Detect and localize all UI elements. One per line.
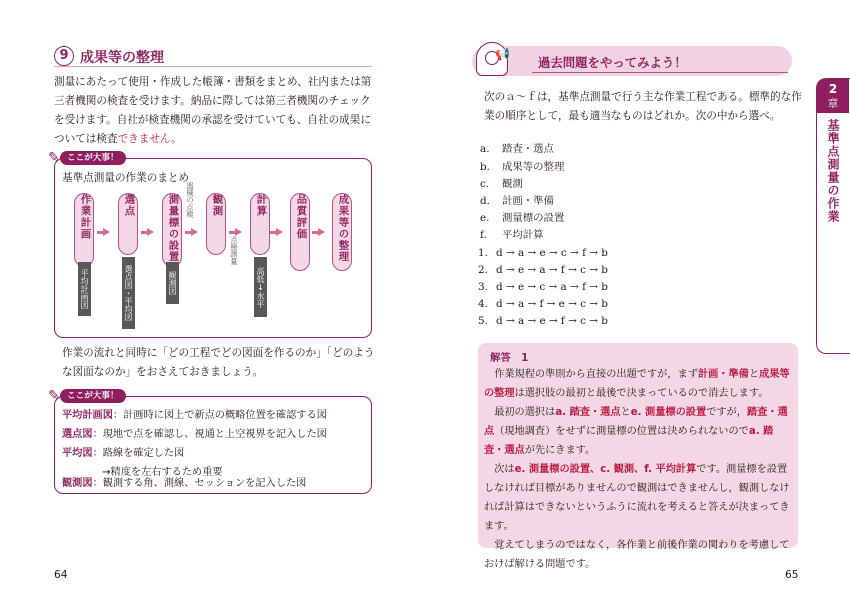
flow-step-label: 選点	[122, 194, 135, 217]
definition-term: 選点図	[62, 429, 93, 440]
text: （現地調査）をせずに測量標の位置は決められないので	[494, 426, 749, 437]
explanation-paragraph	[484, 460, 792, 536]
output-tag: 平均計画図	[78, 262, 91, 316]
definition-desc: ：計画時に図上で新点の概略位置を確認する図	[112, 410, 327, 421]
text: が先にきます。	[524, 445, 596, 456]
body-end: 。	[171, 133, 182, 145]
section-heading	[54, 46, 372, 68]
flow-step-marker	[162, 193, 182, 267]
chapter-title: 基準点測量の作業	[826, 119, 840, 223]
option-text: 観測	[502, 178, 523, 190]
answer-number: 3.	[478, 281, 488, 293]
option-text: 成果等の整理	[502, 161, 565, 173]
definition-term: 平均図	[62, 448, 93, 459]
body-emphasis: できません	[117, 133, 172, 145]
text: と	[748, 369, 760, 380]
important-badge-2	[48, 388, 148, 404]
flow-step-label: 観測	[210, 194, 223, 217]
section-title: 成果等の整理	[80, 50, 164, 66]
megaphone-icon: 📢	[495, 47, 510, 61]
definition-term: 観測図	[62, 478, 93, 489]
option-item	[480, 140, 554, 155]
answer-sequence: d → a → e → c → f → b	[496, 247, 608, 259]
text: は選択肢の最初と最後で決まっているので消去します。	[514, 388, 769, 399]
option-letter: c.	[480, 178, 490, 190]
option-item	[480, 226, 544, 241]
option-letter: f.	[480, 229, 487, 241]
flow-step-label: 品質評価	[294, 194, 307, 240]
flow-arrow	[191, 228, 198, 236]
definition-term: 平均計画図	[62, 410, 113, 421]
definition-desc: ：現地で点を確認し、視通と上空視界を記入した図	[92, 429, 327, 440]
answer-explanation-box	[478, 343, 798, 570]
flow-step-quality	[290, 193, 310, 271]
option-text: 計画・準備	[502, 195, 554, 207]
text: 最初の選択は	[494, 407, 556, 418]
explanation-paragraph	[484, 365, 792, 403]
answer-heading: 解答 1	[490, 352, 529, 364]
option-letter: d.	[480, 195, 490, 207]
highlight: 踏査・選点	[484, 407, 788, 437]
flow-step-organize	[332, 193, 352, 271]
flow-step-calculation	[250, 193, 270, 255]
chapter-tab	[816, 78, 850, 354]
chapter-marker	[817, 79, 849, 113]
answer-choice	[478, 298, 608, 310]
output-tag: 高低↓水平	[254, 257, 267, 317]
megaphone-person-icon	[476, 42, 508, 76]
section-number: 9	[54, 46, 74, 66]
option-letter: b.	[480, 161, 490, 173]
output-tag: 観測図	[166, 262, 179, 304]
option-item	[480, 209, 564, 224]
flow-arrow	[235, 228, 242, 236]
flow-step-label: 作業計画	[78, 194, 91, 240]
flow-step-plan	[74, 193, 94, 267]
flow-arrow	[276, 228, 283, 236]
flow-arrow	[318, 228, 325, 236]
flow-step-label: 計算	[254, 194, 267, 217]
page-number-left: 64	[54, 569, 68, 581]
answer-sequence: d → e → a → f → c → b	[496, 264, 608, 276]
highlight: 成果等の整理	[484, 369, 790, 399]
flow-step-label: 成果等の整理	[336, 194, 349, 263]
paragraph-2: 作業の流れと同時に「どの工程でどの図面を作るのか」「どのような図面なのか」をおさえておきましょう。	[62, 347, 375, 378]
text: 作業規程の準則から直接の出題ですが，まず	[494, 369, 698, 380]
pen-icon: ✎	[48, 388, 60, 404]
definition-item	[62, 406, 327, 421]
explanation-paragraph	[484, 403, 792, 460]
option-letter: e.	[480, 212, 490, 224]
text: と	[620, 407, 631, 418]
option-text: 測量標の設置	[502, 212, 565, 224]
pen-icon: ✎	[48, 150, 60, 166]
banner-rule	[532, 72, 788, 73]
section-body	[54, 73, 374, 149]
chapter-word: 章	[827, 97, 839, 110]
flow-arrow	[147, 228, 154, 236]
answer-choice	[478, 315, 608, 327]
explanation-paragraph: 覚えてしまうのではなく，各作業と前後作業の関わりを考慮しておけば解ける問題です。	[484, 540, 790, 570]
past-exam-banner	[472, 46, 792, 76]
highlight: a. 踏査・選点	[484, 426, 774, 456]
flow-step-observation	[206, 193, 226, 255]
text: ですが，	[706, 407, 747, 418]
answer-number: 4.	[478, 298, 488, 310]
chapter-number: 2	[828, 82, 838, 96]
page-number-right: 65	[785, 569, 799, 581]
answer-number: 2.	[478, 264, 488, 276]
answer-sequence: d → e → c → a → f → b	[496, 281, 608, 293]
option-letter: a.	[480, 143, 490, 155]
option-item	[480, 192, 554, 207]
badge-label: ここが大事！	[60, 389, 126, 403]
highlight: e. 測量標の設置	[630, 407, 707, 418]
flow-note: 器械の点検	[186, 182, 195, 218]
text: です。測量標を設置しなければ目標がありませんので観測はできませんし，観測しなければ計算はできないというふうに流れを考えると答えが決まってきます。	[484, 464, 790, 532]
body-text: 測量にあたって使用・作成した帳簿・書類をまとめ、社内または第三者機関の検査を受けます。納品に際しては第三者機関のチェックを受けます。自社が検査機関の承認を受けていても、自社の成果については検査	[54, 76, 372, 145]
definition-item	[62, 444, 184, 459]
flow-step-selection	[118, 193, 138, 255]
option-item	[480, 158, 564, 173]
section-rule	[54, 66, 372, 67]
answer-sequence: d → a → f → e → c → b	[496, 298, 608, 310]
highlight: a. 踏査・選点	[555, 407, 621, 418]
answer-number: 1.	[478, 247, 488, 259]
highlight: e. 測量標の設置、c. 観測、f. 平均計算	[514, 464, 697, 475]
answer-choice	[478, 264, 608, 276]
highlight: 計画・準備	[697, 369, 749, 380]
text: 次は	[494, 464, 515, 475]
option-text: 平均計算	[502, 229, 544, 241]
flow-note: 点検測量	[230, 236, 239, 265]
badge-label: ここが大事！	[60, 151, 126, 165]
banner-title: 過去問題をやってみよう！	[538, 55, 687, 70]
flow-title: 基準点測量の作業のまとめ	[62, 172, 190, 184]
definition-item	[62, 425, 327, 440]
option-item	[480, 175, 523, 190]
answer-choice	[478, 281, 608, 293]
answer-explanation	[484, 365, 792, 574]
definition-desc: ：観測する角、測線、セッションを記入した図	[92, 478, 307, 489]
important-badge	[48, 150, 148, 166]
answer-choice	[478, 247, 608, 259]
definition-desc: →精度を左右するため重要	[102, 467, 223, 478]
output-tag: 選点図・平均図	[122, 257, 135, 329]
definition-item	[62, 474, 306, 489]
answer-number: 5.	[478, 315, 488, 327]
definition-desc: ：路線を確定した図	[92, 448, 185, 459]
flow-step-label: 測量標の設置	[166, 194, 179, 263]
option-text: 踏査・選点	[502, 143, 554, 155]
flow-arrow	[103, 228, 110, 236]
question-text: 次のａ～ｆは，基準点測量で行う主な作業工程である。標準的な作業の順序として，最も適当なものはどれか。次の中から選べ。	[484, 91, 802, 122]
answer-sequence: d → a → e → f → c → b	[496, 315, 608, 327]
